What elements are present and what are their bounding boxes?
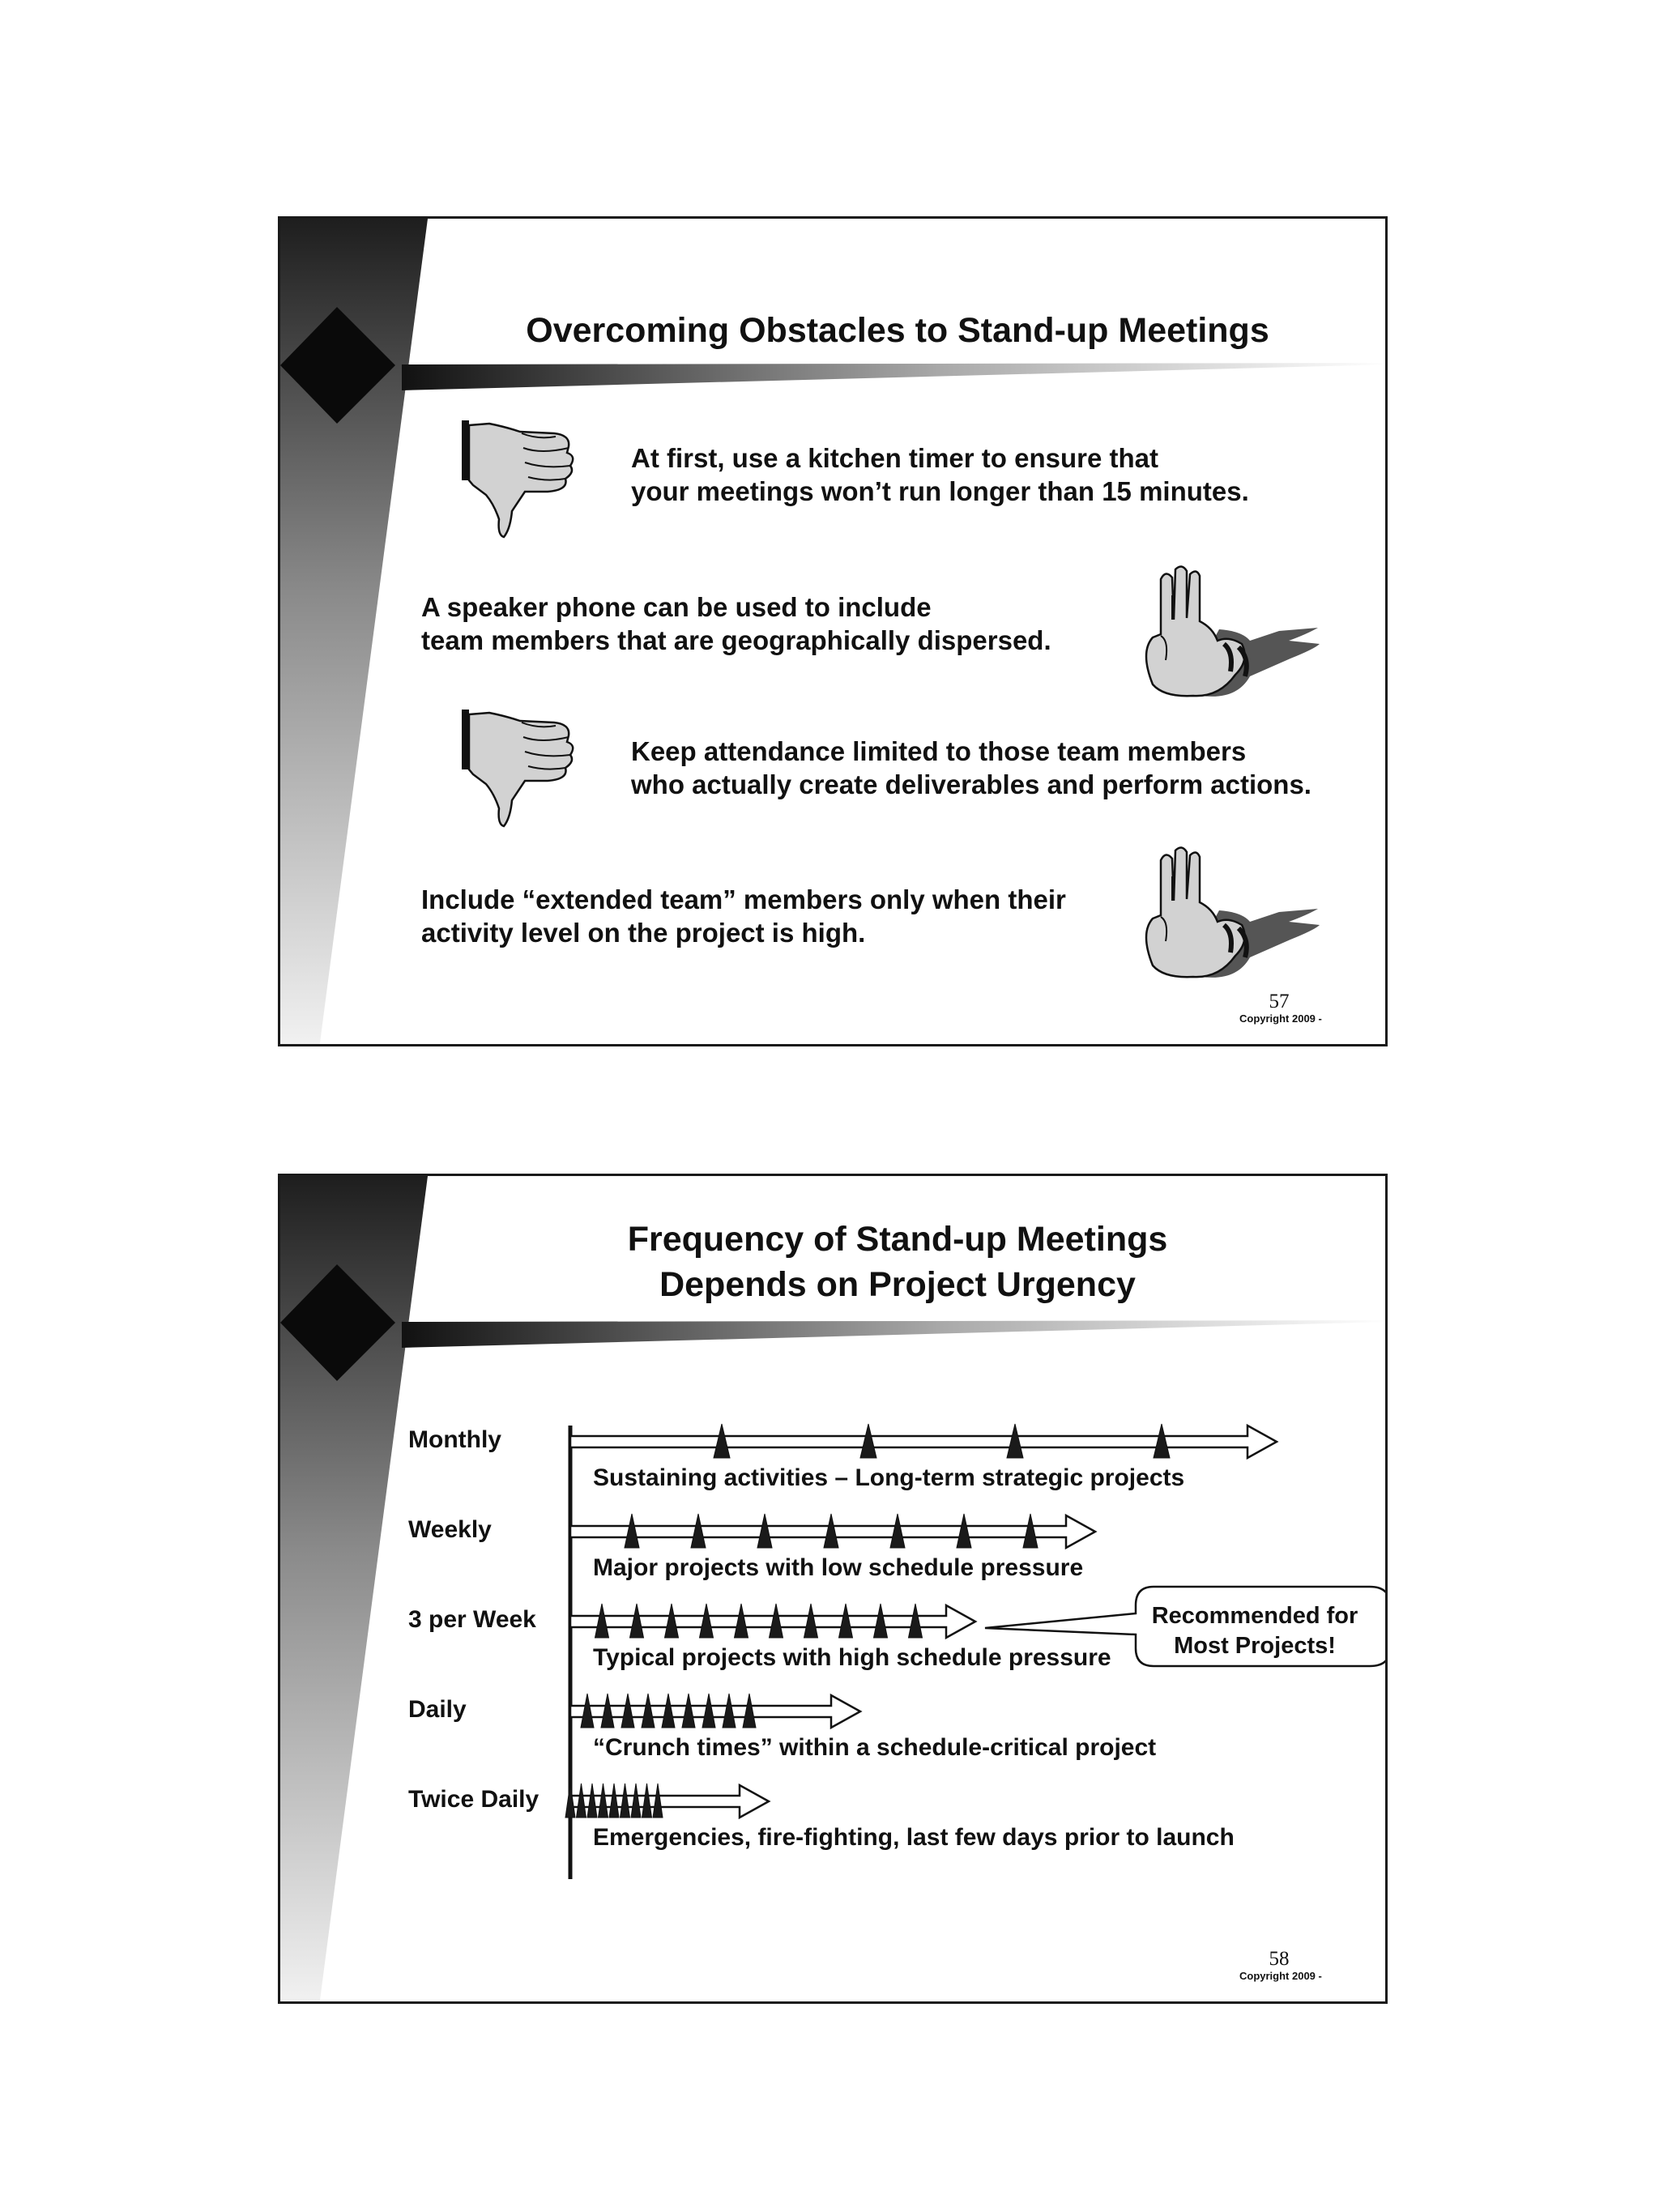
slide-57 — [278, 216, 1388, 1046]
frequency-description: Sustaining activities – Long-term strategic projects — [593, 1464, 1185, 1491]
bullet-kitchen-timer: At first, use a kitchen timer to ensure that your meetings won’t run longer than 15 minutes. — [631, 443, 1249, 506]
page-number: 58 — [1269, 1948, 1290, 1970]
frequency-description: Major projects with low schedule pressure — [593, 1554, 1084, 1581]
raised-hand-icon — [1128, 563, 1323, 709]
frequency-description: Typical projects with high schedule pressure — [593, 1644, 1111, 1671]
slide-title-line2: Depends on Project Urgency — [659, 1265, 1136, 1304]
frequency-timeline — [280, 1176, 1388, 2004]
slide-title: Overcoming Obstacles to Stand-up Meetings — [526, 311, 1269, 350]
callout-line2: Most Projects! — [1174, 1633, 1336, 1659]
thumbs-down-icon — [457, 416, 586, 545]
raised-hand-icon — [1128, 844, 1323, 990]
timeline-arrow — [570, 1426, 1277, 1458]
frequency-label: Daily — [408, 1696, 467, 1723]
frequency-label: 3 per Week — [408, 1606, 536, 1633]
frequency-description: Emergencies, fire-fighting, last few days prior to launch — [593, 1824, 1235, 1851]
slide-58 — [278, 1174, 1388, 2004]
page-number: 57 — [1269, 991, 1290, 1012]
copyright-notice: Copyright 2009 - — [1239, 1012, 1322, 1025]
frequency-label: Weekly — [408, 1516, 492, 1543]
frequency-label: Twice Daily — [408, 1786, 539, 1813]
timeline-arrow — [570, 1695, 860, 1728]
bullet-speaker-phone: A speaker phone can be used to include team members that are geographically dispersed. — [421, 592, 1051, 655]
bullet-limit-attendance: Keep attendance limited to those team members who actually create deliverables and perform actions. — [631, 736, 1311, 799]
frequency-label: Monthly — [408, 1426, 501, 1453]
thumbs-down-icon — [457, 705, 586, 834]
callout-text — [1133, 1601, 1376, 1661]
copyright-notice: Copyright 2009 - — [1239, 1970, 1322, 1982]
callout-line1: Recommended for — [1151, 1603, 1358, 1629]
bullet-extended-team: Include “extended team” members only when their activity level on the project is high. — [421, 884, 1066, 948]
slide-title-line1: Frequency of Stand-up Meetings — [627, 1220, 1168, 1259]
frequency-description: “Crunch times” within a schedule-critical project — [593, 1734, 1157, 1761]
